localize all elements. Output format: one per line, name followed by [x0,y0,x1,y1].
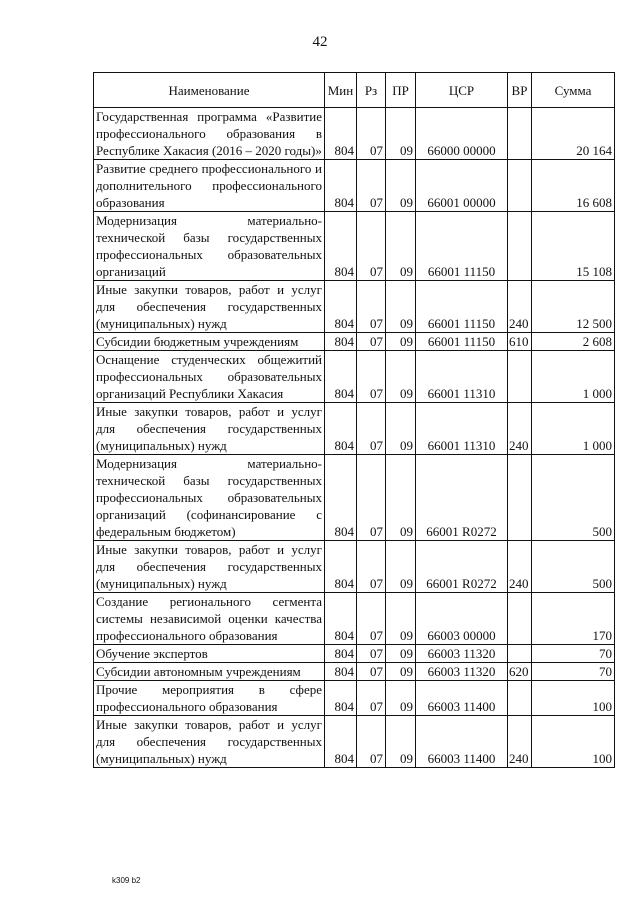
header-vr: ВР [508,73,532,108]
cell-vr [508,645,532,663]
cell-min: 804 [325,351,357,403]
cell-rz: 07 [357,593,386,645]
cell-pr: 09 [386,108,416,160]
cell-name: Иные закупки товаров, работ и услуг для обеспечения государственных (муниципальных) нужд [94,541,325,593]
table-row [94,212,615,281]
cell-rz: 07 [357,663,386,681]
cell-vr [508,160,532,212]
cell-rz: 07 [357,108,386,160]
cell-min: 804 [325,681,357,716]
table-row [94,681,615,716]
cell-vr: 610 [508,333,532,351]
cell-pr: 09 [386,593,416,645]
cell-name: Иные закупки товаров, работ и услуг для обеспечения государственных (муниципальных) нужд [94,281,325,333]
cell-min: 804 [325,645,357,663]
table-row [94,541,615,593]
cell-csr: 66003 00000 [416,593,508,645]
cell-pr: 09 [386,541,416,593]
cell-name: Оснащение студенческих общежитий профессиональных образовательных организаций Республики Хакасия [94,351,325,403]
cell-pr: 09 [386,681,416,716]
cell-name: Субсидии автономным учреждениям [94,663,325,681]
cell-rz: 07 [357,212,386,281]
cell-pr: 09 [386,160,416,212]
budget-table [93,72,615,768]
cell-name: Модернизация материально-технической базы государственных профессиональных образовательных организаций (софинансирование с федеральным бюджетом) [94,455,325,541]
cell-vr [508,681,532,716]
cell-sum: 100 [532,681,615,716]
cell-pr: 09 [386,455,416,541]
cell-csr: 66001 11310 [416,403,508,455]
cell-min: 804 [325,403,357,455]
cell-sum: 2 608 [532,333,615,351]
table-row [94,663,615,681]
cell-vr: 240 [508,281,532,333]
cell-rz: 07 [357,455,386,541]
cell-rz: 07 [357,160,386,212]
table-row [94,403,615,455]
cell-pr: 09 [386,663,416,681]
cell-rz: 07 [357,645,386,663]
footer-code: k309 b2 [112,876,141,885]
cell-csr: 66003 11320 [416,663,508,681]
cell-sum: 16 608 [532,160,615,212]
cell-sum: 12 500 [532,281,615,333]
cell-min: 804 [325,455,357,541]
cell-csr: 66001 00000 [416,160,508,212]
cell-sum: 1 000 [532,403,615,455]
table-row [94,716,615,768]
cell-pr: 09 [386,212,416,281]
cell-name: Иные закупки товаров, работ и услуг для обеспечения государственных (муниципальных) нужд [94,716,325,768]
cell-csr: 66001 11310 [416,351,508,403]
cell-min: 804 [325,541,357,593]
cell-csr: 66001 11150 [416,333,508,351]
cell-pr: 09 [386,403,416,455]
cell-name: Прочие мероприятия в сфере профессионального образования [94,681,325,716]
cell-vr: 620 [508,663,532,681]
cell-rz: 07 [357,681,386,716]
cell-min: 804 [325,160,357,212]
cell-pr: 09 [386,716,416,768]
cell-rz: 07 [357,333,386,351]
cell-name: Модернизация материально-технической базы государственных профессиональных образовательных организаций [94,212,325,281]
cell-vr [508,351,532,403]
header-sum: Сумма [532,73,615,108]
cell-sum: 70 [532,645,615,663]
table-row [94,108,615,160]
cell-sum: 20 164 [532,108,615,160]
cell-csr: 66001 R0272 [416,541,508,593]
table-row [94,645,615,663]
table-row [94,281,615,333]
table-row [94,455,615,541]
cell-name: Развитие среднего профессионального и дополнительного профессионального образования [94,160,325,212]
cell-csr: 66003 11400 [416,681,508,716]
cell-rz: 07 [357,351,386,403]
cell-min: 804 [325,716,357,768]
cell-csr: 66003 11320 [416,645,508,663]
cell-vr: 240 [508,541,532,593]
cell-sum: 15 108 [532,212,615,281]
header-csr: ЦСР [416,73,508,108]
cell-sum: 500 [532,455,615,541]
cell-vr: 240 [508,716,532,768]
cell-vr [508,212,532,281]
cell-min: 804 [325,333,357,351]
cell-rz: 07 [357,716,386,768]
table-row [94,593,615,645]
cell-min: 804 [325,663,357,681]
cell-min: 804 [325,281,357,333]
cell-csr: 66001 11150 [416,281,508,333]
cell-sum: 170 [532,593,615,645]
cell-name: Обучение экспертов [94,645,325,663]
header-pr: ПР [386,73,416,108]
cell-csr: 66003 11400 [416,716,508,768]
header-rz: Рз [357,73,386,108]
cell-sum: 500 [532,541,615,593]
cell-csr: 66001 R0272 [416,455,508,541]
cell-name: Иные закупки товаров, работ и услуг для обеспечения государственных (муниципальных) нужд [94,403,325,455]
table-row [94,160,615,212]
cell-name: Государственная программа «Развитие профессионального образования в Республике Хакасия (2016 – 2020 годы)» [94,108,325,160]
cell-csr: 66001 11150 [416,212,508,281]
header-name: Наименование [94,73,325,108]
cell-pr: 09 [386,351,416,403]
cell-min: 804 [325,593,357,645]
cell-vr: 240 [508,403,532,455]
cell-pr: 09 [386,645,416,663]
cell-csr: 66000 00000 [416,108,508,160]
cell-pr: 09 [386,281,416,333]
cell-vr [508,593,532,645]
cell-rz: 07 [357,281,386,333]
table-row [94,351,615,403]
page-number: 42 [312,34,328,50]
cell-sum: 100 [532,716,615,768]
cell-sum: 1 000 [532,351,615,403]
cell-pr: 09 [386,333,416,351]
cell-vr [508,108,532,160]
table-row [94,333,615,351]
cell-rz: 07 [357,541,386,593]
cell-rz: 07 [357,403,386,455]
cell-name: Создание регионального сегмента системы независимой оценки качества профессионального образования [94,593,325,645]
table-header-row [94,73,615,108]
cell-name: Субсидии бюджетным учреждениям [94,333,325,351]
cell-sum: 70 [532,663,615,681]
header-min: Мин [325,73,357,108]
cell-min: 804 [325,212,357,281]
cell-min: 804 [325,108,357,160]
cell-vr [508,455,532,541]
